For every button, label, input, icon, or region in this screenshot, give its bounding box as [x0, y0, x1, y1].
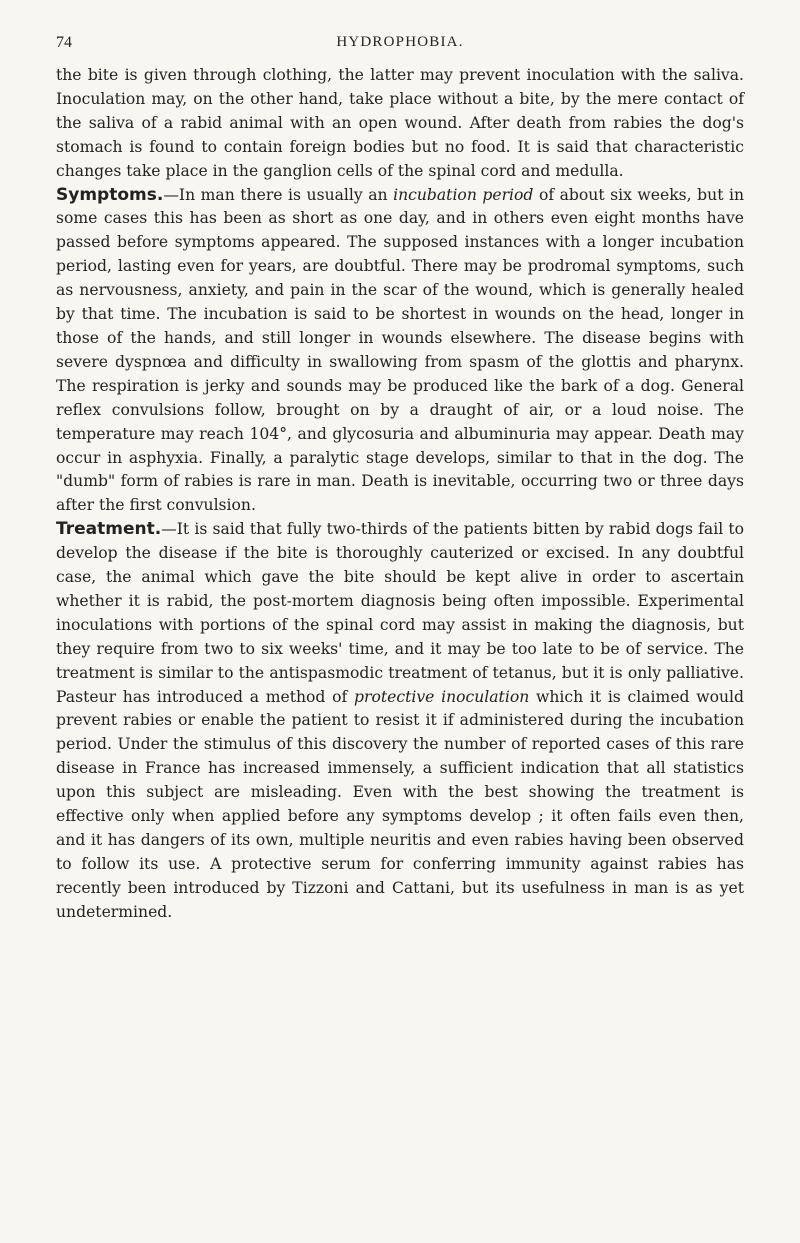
- symptoms-text-after: of about six weeks, but in some cases this has been as short as one day, and in others even eight months have passed before symptoms appeared. The supposed instances with a longer incubation period, lasting even for years, are doubtful. There may be prodromal symptoms, such as nervousness, anxiety, and pain in the scar of the wound, which is generally healed by that time. The incubation is said to be shortest in wounds on the head, longer in those of the hands, and still longer in wounds elsewhere. The disease begins with severe dyspnœa and difficulty in swallowing from spasm of the glottis and pharynx. The respiration is jerky and sounds may be produced like the bark of a dog. General reflex convulsions follow, brought on by a draught of air, or a loud noise. The temperature may reach 104°, and glycosuria and albuminuria may appear. Death may occur in asphyxia. Finally, a paralytic stage develops, similar to that in the dog. The "dumb" form of rabies is rare in man. Death is inevitable, occurring two or three days after the first convulsion.: [56, 185, 745, 515]
- intro-paragraph: the bite is given through clothing, the latter may prevent inoculation with the saliva. Inoculation may, on the other hand, take place without a bite, by the mere contact of the saliva of a rabid animal with an open wound. After death from rabies the dog's stomach is found to contain foreign bodies but no food. It is said that characteristic changes take place in the ganglion cells of the spinal cord and medulla.: [56, 66, 744, 180]
- running-header: [56, 34, 744, 56]
- treatment-paragraph: [56, 518, 744, 924]
- treatment-text-before: —It is said that fully two-thirds of the patients bitten by rabid dogs fail to develop the disease if the bite is thoroughly cauterized or excised. In any doubtful case, the animal which gave the bite should be kept alive in order to ascertain whether it is rabid, the post-mortem diagnosis being often impossible. Experimental inoculations with portions of the spinal cord may assist in making the diagnosis, but they require from two to six weeks' time, and it may be too late to be of service. The treatment is similar to the antispasmodic treatment of tetanus, but it is only palliative. Pasteur has introduced a method of: [56, 520, 744, 706]
- symptoms-text-before: —In man there is usually an: [163, 185, 394, 204]
- running-title: HYDROPHOBIA.: [336, 34, 464, 50]
- symptoms-paragraph: [56, 184, 744, 519]
- treatment-text-after: which it is claimed would prevent rabies or enable the patient to resist it if administered during the incubation period. Under the stimulus of this discovery the number of reported cases of this rare disease in France has increased immensely, a sufficient indication that all statistics upon this subject are misleading. Even with the best showing the treatment is effective only when applied before any symptoms develop ; it often fails even then, and it has dangers of its own, multiple neuritis and even rabies having been observed to follow its use. A protective serum for conferring immunity against rabies has recently been introduced by Tizzoni and Cattani, but its usefulness in man is as yet undetermined.: [56, 687, 744, 921]
- symptoms-italic-term: incubation period: [393, 185, 534, 204]
- page-number: 74: [56, 34, 72, 51]
- symptoms-heading: Symptoms.: [56, 184, 164, 205]
- treatment-heading: Treatment.: [56, 519, 162, 540]
- body-text: [56, 64, 744, 925]
- book-page: [56, 34, 744, 925]
- treatment-italic-term: protective inoculation: [354, 687, 530, 706]
